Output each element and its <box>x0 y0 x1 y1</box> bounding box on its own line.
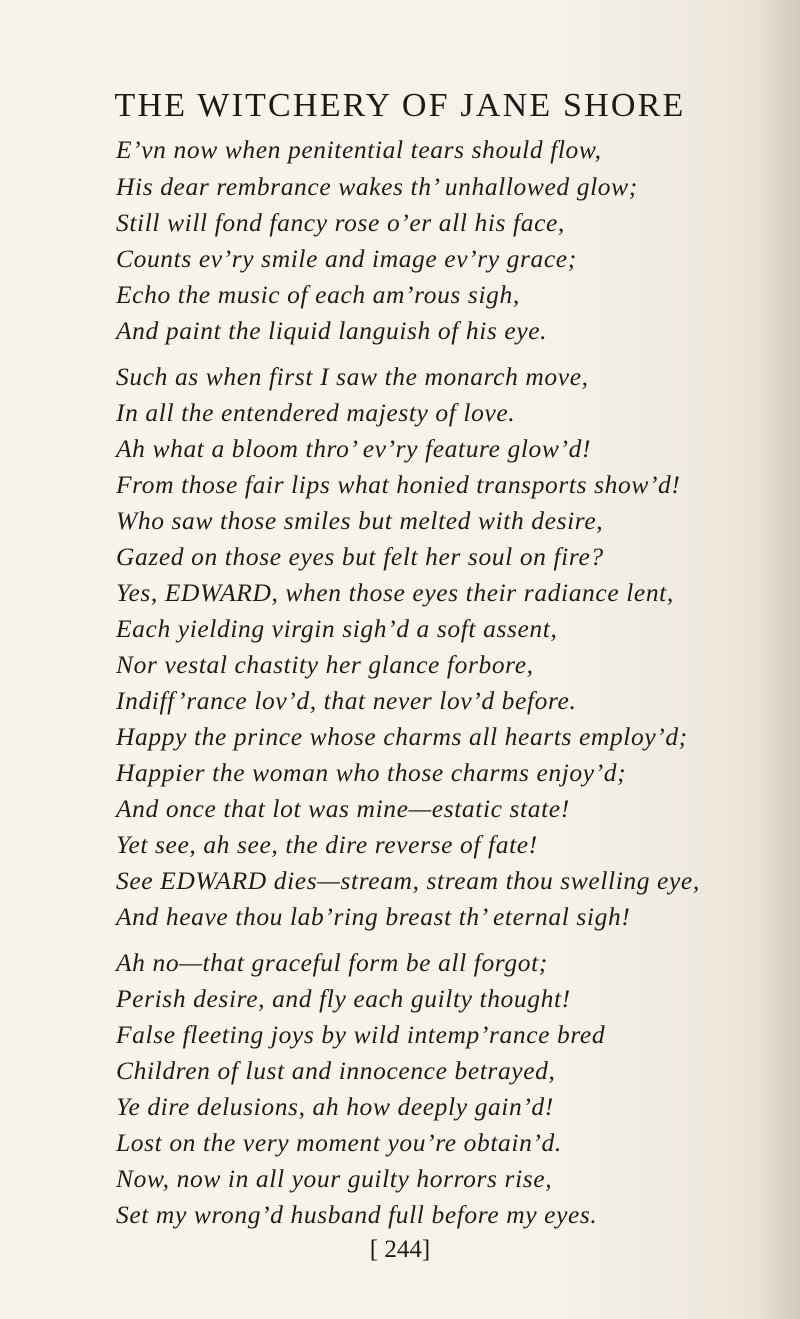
poem-line: Lost on the very moment you’re obtain’d. <box>116 1128 562 1157</box>
poem-line: Echo the music of each am’rous sigh, <box>116 280 520 309</box>
poem-line: Such as when first I saw the monarch move, <box>116 362 589 391</box>
poem-line: Ah no—that graceful form be all forgot; <box>116 948 548 977</box>
poem-line: See EDWARD dies—stream, stream thou swelling eye, <box>116 866 700 895</box>
poem-line: His dear rembrance wakes th’ unhallowed glow; <box>116 172 638 201</box>
poem-line: From those fair lips what honied transports show’d! <box>116 470 681 499</box>
poem-line: And paint the liquid languish of his eye. <box>116 316 548 345</box>
poem-line: E’vn now when penitential tears should flow, <box>116 135 602 164</box>
poem-line: Yet see, ah see, the dire reverse of fate! <box>116 830 538 859</box>
poem-line: Nor vestal chastity her glance forbore, <box>116 650 534 679</box>
poem-line: And once that lot was mine—estatic state! <box>116 794 570 823</box>
poem-line: Indiff’rance lov’d, that never lov’d before. <box>116 686 577 715</box>
poem-line: Ye dire delusions, ah how deeply gain’d! <box>116 1092 554 1121</box>
poem-line: Yes, EDWARD, when those eyes their radiance lent, <box>116 578 674 607</box>
poem-line: Happy the prince whose charms all hearts employ’d; <box>116 722 688 751</box>
poem-line: Counts ev’ry smile and image ev’ry grace; <box>116 244 577 273</box>
poem-line: Ah what a bloom thro’ ev’ry feature glow’d! <box>116 434 592 463</box>
poem-line: False fleeting joys by wild intemp’rance bred <box>116 1020 606 1049</box>
page-number: [ 244] <box>369 1236 431 1263</box>
poem-line: Set my wrong’d husband full before my eyes. <box>116 1200 598 1229</box>
poem-line: Each yielding virgin sigh’d a soft assent, <box>116 614 558 643</box>
poem-line: Gazed on those eyes but felt her soul on fire? <box>116 542 604 571</box>
poem-line: Perish desire, and fly each guilty thought! <box>116 984 571 1013</box>
poem-line: Happier the woman who those charms enjoy’d; <box>116 758 627 787</box>
poem-line: Who saw those smiles but melted with desire, <box>116 506 604 535</box>
running-head: THE WITCHERY OF JANE SHORE <box>114 87 686 124</box>
poem-line: Children of lust and innocence betrayed, <box>116 1056 556 1085</box>
poem-line: Now, now in all your guilty horrors rise, <box>116 1164 553 1193</box>
poem-line: In all the entendered majesty of love. <box>116 398 516 427</box>
poem-line: Still will fond fancy rose o’er all his face, <box>116 208 565 237</box>
poem-line: And heave thou lab’ring breast th’ eternal sigh! <box>116 902 631 931</box>
